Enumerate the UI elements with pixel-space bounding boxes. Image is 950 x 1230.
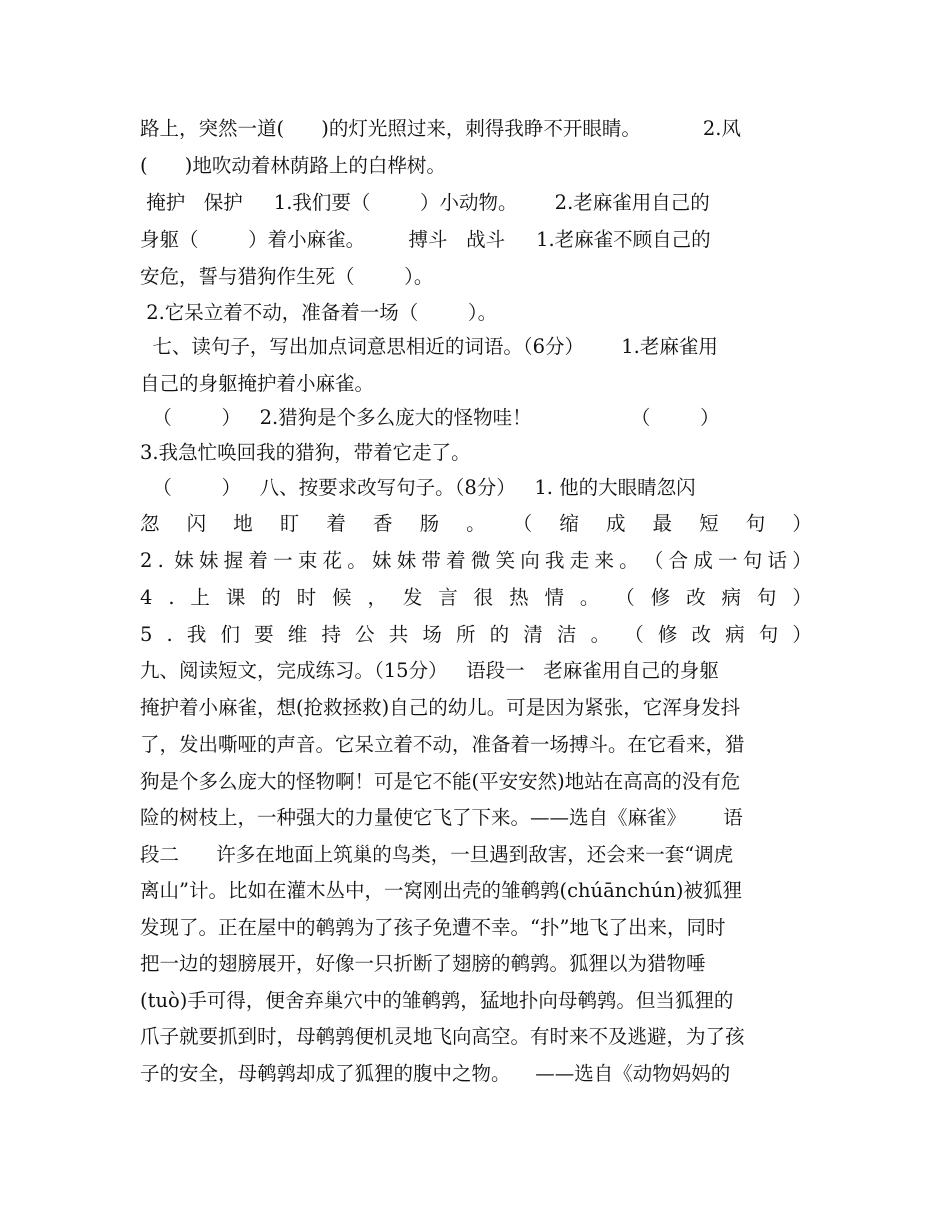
line-char: 话: [767, 549, 787, 572]
line-char: 候: [332, 586, 352, 609]
text-line: 离山”计。比如在灌木丛中，一窝刚出壳的雏鹌鹑(chúānchún)被狐狸: [140, 879, 743, 902]
line-char: 公: [355, 623, 375, 646]
text-line: 把一边的翅膀展开，好像一只折断了翅膀的鹌鹑。狐狸以为猎物唾: [140, 952, 706, 975]
line-char: 4: [140, 586, 153, 609]
line-char: .: [166, 623, 173, 646]
line-char: 。: [347, 549, 367, 572]
line-char: 的: [489, 623, 510, 646]
line-char: 妹: [174, 549, 194, 572]
line-char: 闪: [186, 512, 207, 535]
line-char: 言: [438, 586, 458, 609]
text-line: 段二 许多在地面上筑巢的鸟类，一旦遇到敌害，还会来一套“调虎: [140, 843, 734, 866]
line-char: （: [643, 549, 664, 572]
line-char: 热: [509, 586, 529, 609]
text-line: 自己的身躯掩护着小麻雀。: [140, 372, 375, 395]
line-char: 。: [619, 549, 639, 572]
line-char: 课: [225, 586, 246, 609]
line-char: 成: [693, 549, 713, 572]
line-char: 很: [473, 586, 494, 609]
line-char: 情: [544, 586, 564, 609]
line-char: （: [512, 512, 533, 535]
section-heading-line: （ ） 八、按要求改写句子。（8分） 1. 他的大眼睛忽闪: [140, 476, 696, 499]
line-char: 。: [466, 512, 486, 535]
line-char: 向: [520, 549, 540, 572]
text-line: 爪子就要抓到时，母鹌鹑便机灵地飞向高空。有时来不及逃避，为了孩: [140, 1025, 745, 1048]
line-char: 时: [296, 586, 317, 609]
line-char: 所: [456, 623, 476, 646]
line-char: 。: [579, 586, 600, 609]
line-char: 妹: [396, 549, 417, 572]
text-line: 身躯（ ）着小麻雀。 搏斗 战斗 1.老麻雀不顾自己的: [140, 228, 711, 251]
line-char: 最: [652, 512, 673, 535]
text-line: 3.我急忙唤回我的猎狗，带着它走了。: [140, 441, 471, 464]
line-char: 们: [220, 623, 241, 646]
line-char: ）: [792, 623, 812, 646]
line-char: 着: [446, 549, 466, 572]
line-char: 改: [691, 623, 711, 646]
justified-line: [140, 543, 812, 579]
line-char: 发: [402, 586, 423, 609]
line-char: 句: [745, 512, 766, 535]
text-line: （ ） 2.猎狗是个多么庞大的怪物哇！ （ ）: [140, 406, 720, 429]
justified-line: [140, 617, 812, 653]
line-char: ）: [792, 549, 812, 572]
text-line: 险的树枝上，一种强大的力量使它飞了下来。——选自《麻雀》 语: [140, 806, 743, 829]
line-char: 短: [699, 512, 719, 535]
line-char: 洁: [556, 623, 577, 646]
text-line: (tuò)手可得，便舍弃巢穴中的雏鹌鹑，猛地扑向母鹌鹑。但当狐狸的: [140, 989, 734, 1012]
line-char: 妹: [198, 549, 219, 572]
line-char: ，: [367, 586, 387, 609]
justified-line: [140, 506, 812, 542]
line-char: （: [624, 623, 644, 646]
text-line: 掩护 保护 1.我们要（ ）小动物。 2.老麻雀用自己的: [140, 191, 710, 214]
line-char: 。: [590, 623, 611, 646]
line-char: 忽: [140, 512, 160, 535]
text-line: 子的安全，母鹌鹑却成了狐狸的腹中之物。 ——选自《动物妈妈的: [140, 1062, 731, 1085]
line-char: 改: [686, 586, 706, 609]
line-char: 花: [322, 549, 343, 572]
line-char: 场: [422, 623, 442, 646]
text-line: 安危，誓与猎狗作生死（ ）。: [140, 265, 434, 288]
line-char: 要: [254, 623, 274, 646]
line-char: ）: [792, 512, 812, 535]
line-char: 共: [388, 623, 409, 646]
line-char: （: [615, 586, 635, 609]
line-char: 一: [273, 549, 293, 572]
line-char: 着: [248, 549, 268, 572]
line-char: 我: [545, 549, 565, 572]
line-char: 香: [372, 512, 393, 535]
line-char: 修: [657, 623, 678, 646]
section-heading-line: 七、读句子，写出加点词意思相近的词语。（6分） 1.老麻雀用: [140, 335, 718, 358]
line-char: 5: [140, 623, 153, 646]
line-char: .: [168, 586, 175, 609]
line-char: 缩: [559, 512, 579, 535]
line-char: 盯: [279, 512, 300, 535]
line-char: 笑: [495, 549, 516, 572]
section-heading-line: 九、阅读短文，完成练习。（15分） 语段一 老麻雀用自己的身躯: [140, 659, 719, 682]
text-line: 掩护着小麻雀，想(抢救拯救)自己的幼儿。可是因为紧张，它浑身发抖: [140, 696, 741, 719]
line-char: 我: [186, 623, 207, 646]
line-char: 肠: [419, 512, 440, 535]
line-char: 句: [756, 586, 777, 609]
line-char: 成: [605, 512, 626, 535]
line-char: .: [157, 549, 164, 572]
line-char: 束: [297, 549, 318, 572]
line-char: 清: [523, 623, 543, 646]
line-char: 来: [594, 549, 614, 572]
line-char: 握: [223, 549, 244, 572]
line-char: 合: [668, 549, 689, 572]
line-char: 维: [287, 623, 308, 646]
line-char: 妹: [371, 549, 392, 572]
line-char: 句: [758, 623, 779, 646]
text-line: ( )地吹动着林荫路上的白桦树。: [140, 154, 446, 177]
line-char: 着: [326, 512, 346, 535]
line-char: ）: [792, 586, 812, 609]
text-line: 了，发出嘶哑的声音。它呆立着不动，准备着一场搏斗。在它看来，猎: [140, 733, 745, 756]
text-line: 2.它呆立着不动，准备着一场（ ）。: [140, 301, 498, 324]
line-char: 一: [718, 549, 738, 572]
line-char: 2: [140, 549, 153, 572]
line-char: 修: [650, 586, 671, 609]
text-line: 发现了。正在屋中的鹌鹑为了孩子免遭不幸。“扑”地飞了出来，同时: [140, 916, 726, 939]
line-char: 带: [421, 549, 441, 572]
line-char: 句: [742, 549, 763, 572]
line-char: 的: [261, 586, 281, 609]
line-char: 持: [321, 623, 341, 646]
line-char: 病: [725, 623, 745, 646]
line-char: 病: [721, 586, 742, 609]
justified-line: [140, 580, 812, 616]
line-char: 上: [190, 586, 210, 609]
line-char: 走: [569, 549, 590, 572]
text-line: 路上，突然一道( )的灯光照过来，刺得我睁不开眼睛。 2.风: [140, 117, 741, 140]
text-line: 狗是个多么庞大的怪物啊！可是它不能(平安安然)地站在高高的没有危: [140, 770, 741, 793]
line-char: 地: [233, 512, 253, 535]
line-char: 微: [470, 549, 491, 572]
